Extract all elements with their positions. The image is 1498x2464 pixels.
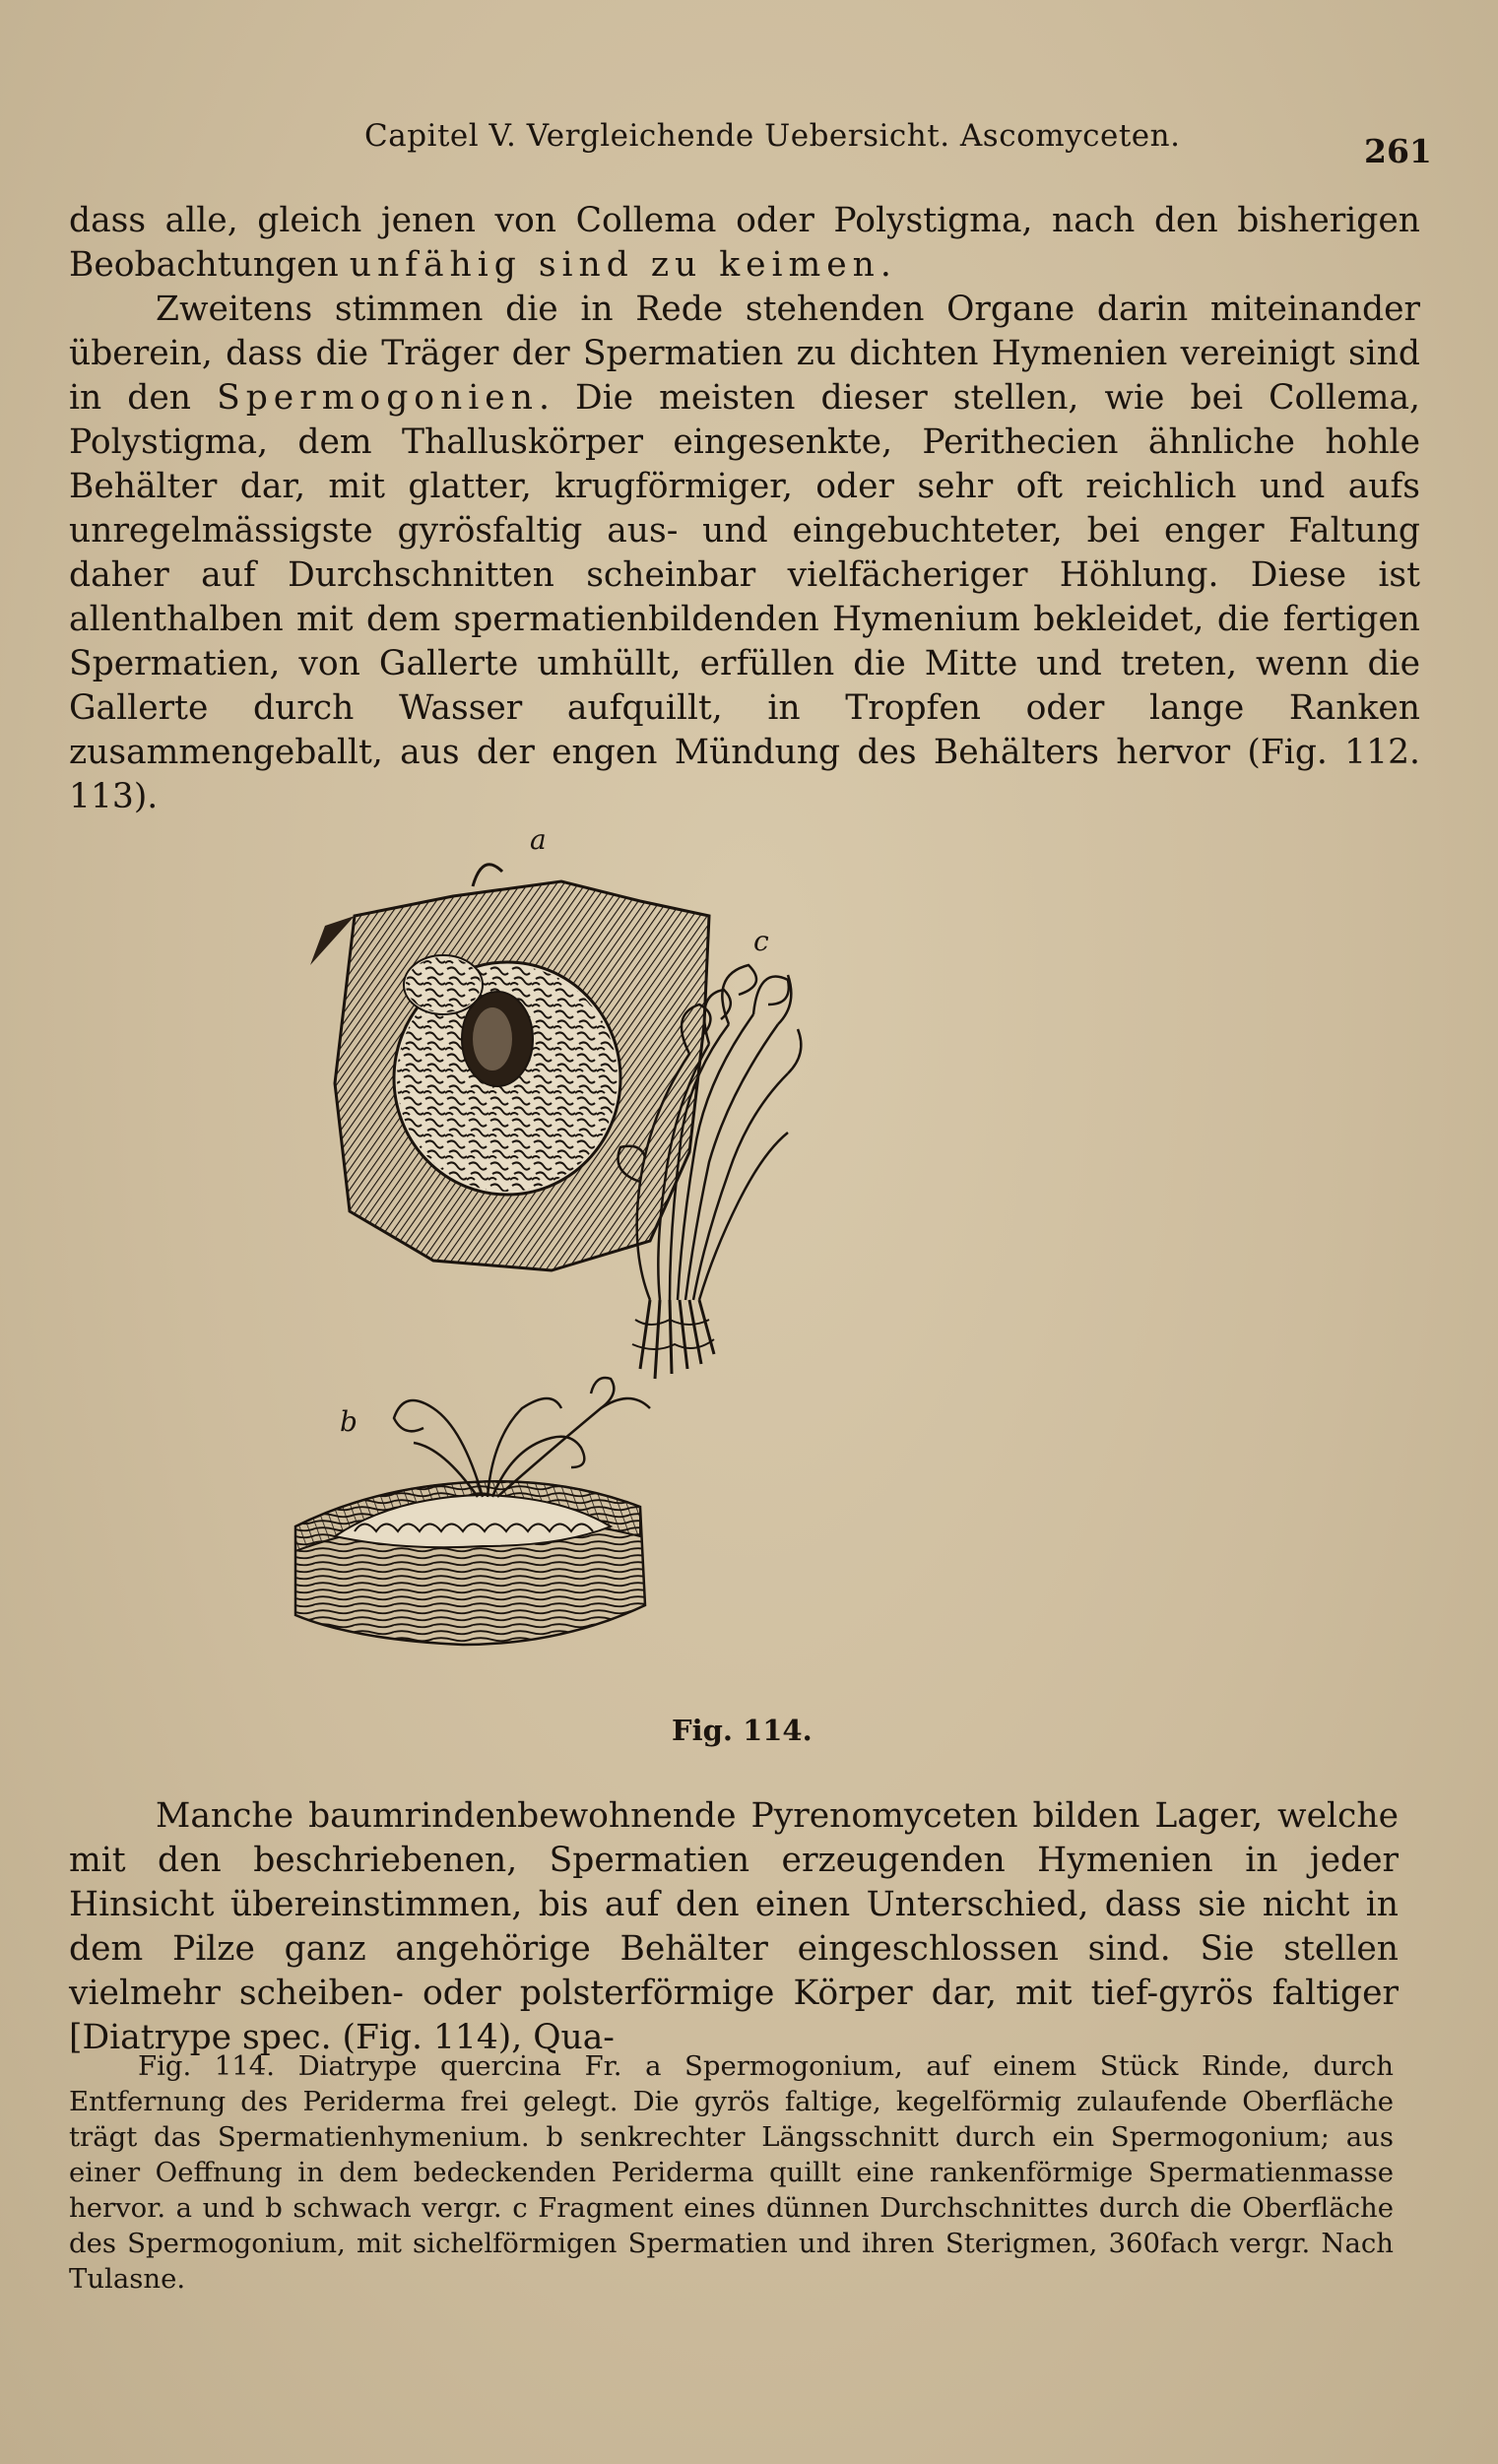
paragraph-2 — [69, 288, 1420, 819]
paragraph-2-emphasis: Spermogonien — [217, 378, 539, 418]
page-number: 261 — [1364, 132, 1432, 170]
paragraph-2-rest: . Die meisten dieser stellen, wie bei Collema, Polystigma, dem Thalluskörper eingesenkte, Perithecien ähnliche hohle Behälter dar, mit glatter, krugförmiger, oder sehr oft reichlich und aufs unregelmässigste gyrösfaltig aus- und eingebuchteter, bei enger Faltung daher auf Durchschnitten scheinbar vielfächeriger Höhlung. Diese ist allenthalben mit dem spermatienbildenden Hymenium bekleidet, die fertigen Spermatien, von Gallerte umhüllt, erfüllen die Mitte und treten, wenn die Gallerte durch Wasser aufquillt, in Tropfen oder lange Ranken zusammengeballt, aus der engen Mündung des Behälters hervor (Fig. 112. 113). — [69, 378, 1420, 816]
running-title: Capitel V. Vergleichende Uebersicht. Ascomyceten. — [364, 118, 1181, 154]
footnote-text: Fig. 114. Diatrype quercina Fr. a Spermogonium, auf einem Stück Rinde, durch Entfernung des Periderma frei gelegt. Die gyrös faltige, kegelförmig zulaufende Oberfläche trägt das Spermatienhymenium. b senkrechter Längsschnitt durch ein Spermogonium; aus einer Oeffnung in dem bedeckenden Periderma quillt eine rankenförmige Spermatienmasse hervor. a und b schwach vergr. c Fragment eines dünnen Durchschnittes durch die Oberfläche des Spermogonium, mit sichelförmigen Spermatien und ihren Sterigmen, 360fach vergr. Nach Tulasne. — [69, 2050, 1394, 2295]
paragraph-3: Manche baumrindenbewohnende Pyrenomyceten bilden Lager, welche mit den beschriebenen, Spermatien erzeugenden Hymenien in jeder Hinsicht übereinstimmen, bis auf den einen Unterschied, dass sie nicht in dem Pilze ganz angehörige Behälter eingeschlossen sind. Sie stellen vielmehr scheiben- oder polsterförmige Körper dar, mit tief-gyrös faltiger [Diatrype spec. (Fig. 114), Qua- — [69, 1796, 1399, 2057]
paragraph-1-text: dass alle, gleich jenen von Collema oder Polystigma, nach den bisherigen Beobachtungen — [69, 201, 1420, 285]
body-text-top — [69, 199, 1420, 819]
page-header — [0, 118, 1498, 177]
figure-a-spermogonium — [310, 865, 709, 1270]
paragraph-1-end: . — [879, 245, 891, 285]
figure-label-b: b — [340, 1405, 358, 1438]
body-text-bottom — [69, 1794, 1399, 2060]
figure-footnote — [69, 2048, 1394, 2297]
figure-caption: Fig. 114. — [672, 1714, 813, 1747]
paragraph-1 — [69, 199, 1420, 288]
figure-illustration — [315, 823, 1083, 1704]
figure-label-c: c — [753, 925, 769, 957]
paragraph-2-text: Zweitens stimmen die in Rede stehenden Organe darin miteinander überein, dass die Träger der Spermatien zu dichten Hymenien vereinigt sind in den — [69, 290, 1420, 418]
paragraph-1-emphasis: unfähig sind zu keimen — [349, 245, 880, 285]
figure-label-a: a — [530, 823, 547, 856]
